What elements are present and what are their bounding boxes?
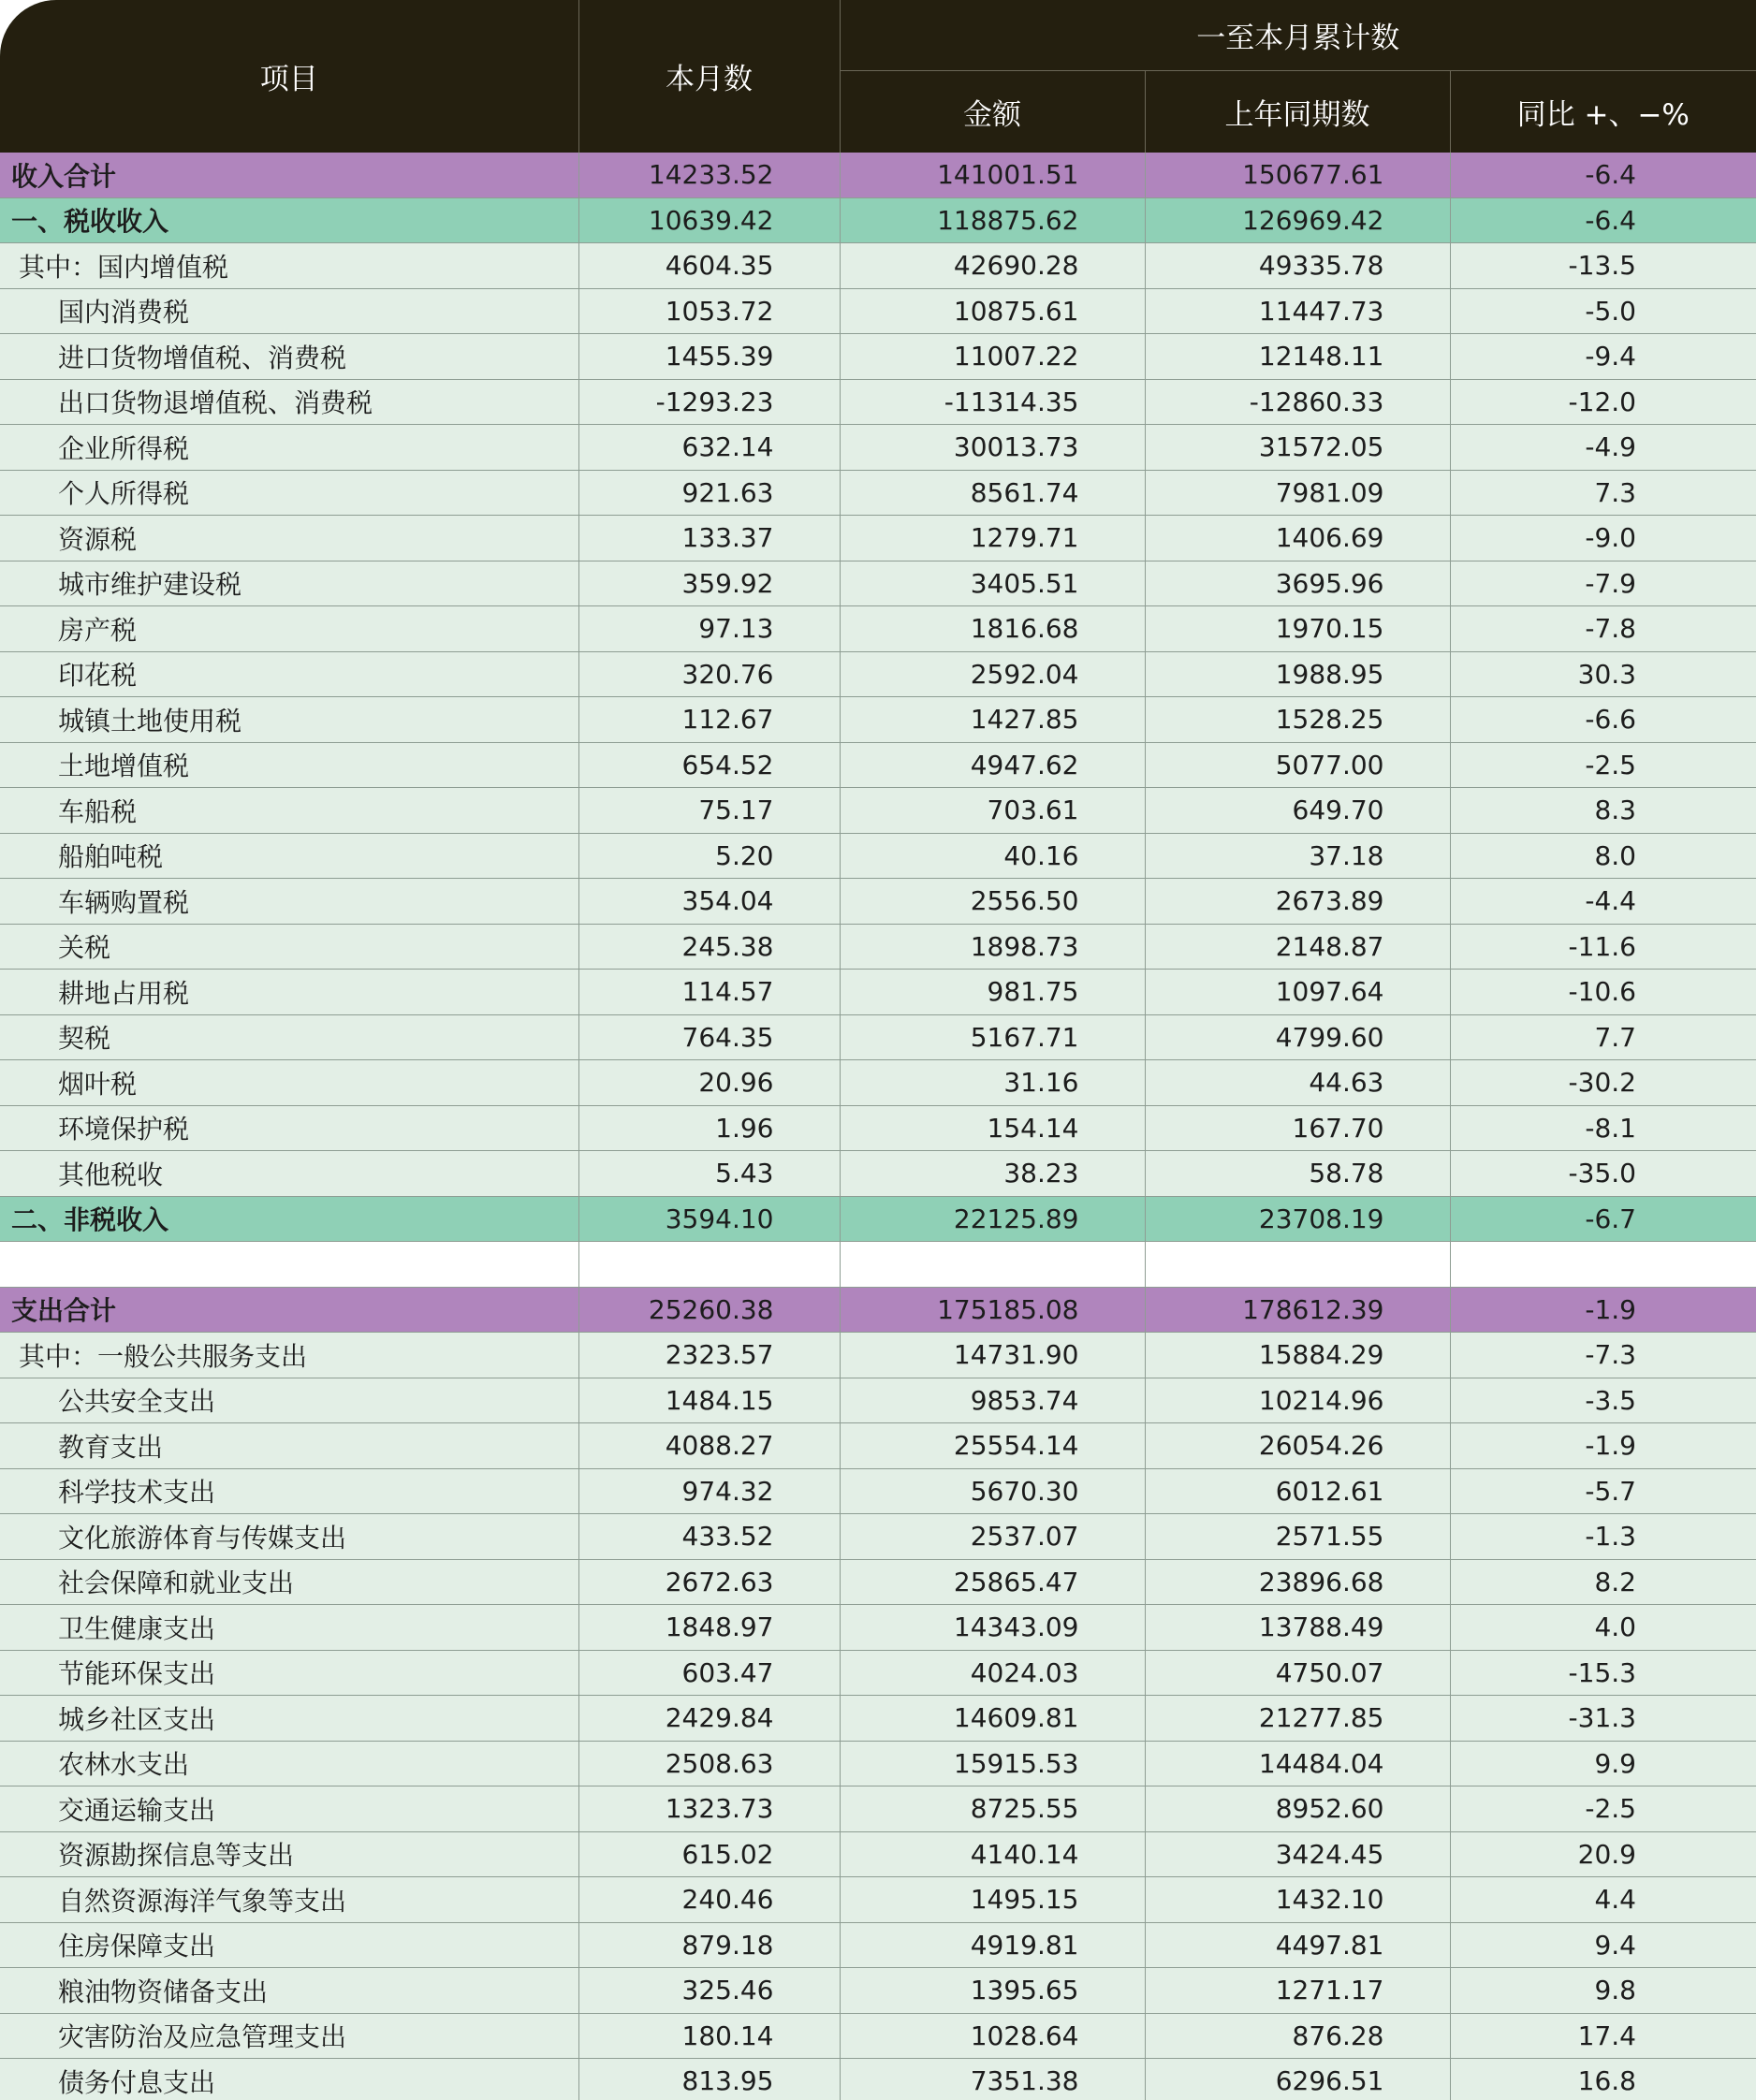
row-label: 住房保障支出 [0,1922,578,1968]
yoy-change-value: 8.2 [1450,1559,1756,1605]
cumulative-amount-value: 14609.81 [840,1696,1145,1742]
table-row [0,742,1756,788]
yoy-change-value: 20.9 [1450,1831,1756,1877]
yoy-change-value: 16.8 [1450,2059,1756,2100]
table-row [0,1650,1756,1696]
row-label: 进口货物增值税、消费税 [0,334,578,380]
yoy-change-value: -2.5 [1450,1786,1756,1832]
row-label: 契税 [0,1014,578,1060]
row-label: 城市维护建设税 [0,561,578,606]
current-month-value: 97.13 [578,606,840,652]
current-month-value: 1053.72 [578,288,840,334]
table-row [0,1060,1756,1106]
row-label: 印花税 [0,651,578,697]
row-label: 关税 [0,924,578,970]
yoy-change-value: 9.4 [1450,1922,1756,1968]
row-label: 船舶吨税 [0,833,578,879]
header-cumulative: 一至本月累计数 [840,0,1756,71]
table-row [0,1378,1756,1423]
yoy-change-value: -6.4 [1450,197,1756,243]
row-label: 烟叶税 [0,1060,578,1106]
table-row [0,1831,1756,1877]
current-month-value: 632.14 [578,425,840,471]
row-label: 个人所得税 [0,470,578,516]
table-row [0,425,1756,471]
yoy-change-value: 7.7 [1450,1014,1756,1060]
header-current-month: 本月数 [578,0,840,153]
cumulative-amount-value: 11007.22 [840,334,1145,380]
row-label: 卫生健康支出 [0,1605,578,1651]
cumulative-amount-value: 5670.30 [840,1468,1145,1514]
cumulative-amount-value: 22125.89 [840,1196,1145,1242]
current-month-value: 879.18 [578,1922,840,1968]
last-year-value: 1432.10 [1145,1877,1450,1923]
cumulative-amount-value: 703.61 [840,788,1145,834]
last-year-value: 1097.64 [1145,970,1450,1015]
yoy-change-value: 4.0 [1450,1605,1756,1651]
last-year-value: 4750.07 [1145,1650,1450,1696]
last-year-value: 3424.45 [1145,1831,1450,1877]
cumulative-amount-value: 1495.15 [840,1877,1145,1923]
yoy-change-value: -35.0 [1450,1151,1756,1197]
current-month-value: 2508.63 [578,1741,840,1786]
header-item: 项目 [0,0,578,153]
table-row [0,334,1756,380]
row-label: 土地增值税 [0,742,578,788]
current-month-value: 114.57 [578,970,840,1015]
cumulative-amount-value: 5167.71 [840,1014,1145,1060]
yoy-change-value: -5.0 [1450,288,1756,334]
current-month-value: 354.04 [578,879,840,925]
row-label: 教育支出 [0,1423,578,1469]
row-label: 出口货物退增值税、消费税 [0,379,578,425]
table-row [0,1105,1756,1151]
yoy-change-value: -11.6 [1450,924,1756,970]
cumulative-amount-value: 15915.53 [840,1741,1145,1786]
table-row [0,379,1756,425]
current-month-value: 5.20 [578,833,840,879]
row-label: 二、非税收入 [0,1196,578,1242]
cumulative-amount-value: 1395.65 [840,1968,1145,2014]
current-month-value: 1455.39 [578,334,840,380]
cumulative-amount-value: 38.23 [840,1151,1145,1197]
row-label: 房产税 [0,606,578,652]
last-year-value: 1970.15 [1145,606,1450,652]
current-month-value: 359.92 [578,561,840,606]
current-month-value: 2672.63 [578,1559,840,1605]
current-month-value: 4604.35 [578,243,840,289]
yoy-change-value: -8.1 [1450,1105,1756,1151]
current-month-value: 433.52 [578,1514,840,1560]
table-row [0,1559,1756,1605]
cumulative-amount-value: 14343.09 [840,1605,1145,1651]
yoy-change-value: -5.7 [1450,1468,1756,1514]
last-year-value: 167.70 [1145,1105,1450,1151]
row-label: 节能环保支出 [0,1650,578,1696]
cumulative-amount-value: 2592.04 [840,651,1145,697]
table-row [0,1514,1756,1560]
table-row [0,2013,1756,2059]
last-year-value: 49335.78 [1145,243,1450,289]
row-label: 农林水支出 [0,1741,578,1786]
table-row [0,1333,1756,1378]
yoy-change-value: -1.9 [1450,1287,1756,1333]
yoy-change-value: -2.5 [1450,742,1756,788]
table-row [0,788,1756,834]
yoy-change-value: -7.3 [1450,1333,1756,1378]
yoy-change-value: -31.3 [1450,1696,1756,1742]
table-row [0,1423,1756,1469]
yoy-change-value: -3.5 [1450,1378,1756,1423]
yoy-change-value: -30.2 [1450,1060,1756,1106]
last-year-value: 23896.68 [1145,1559,1450,1605]
current-month-value: 5.43 [578,1151,840,1197]
table-row [0,1151,1756,1197]
current-month-value: 75.17 [578,788,840,834]
last-year-value: 4799.60 [1145,1014,1450,1060]
last-year-value: 37.18 [1145,833,1450,879]
current-month-value: 325.46 [578,1968,840,2014]
yoy-change-value: -6.7 [1450,1196,1756,1242]
current-month-value: 813.95 [578,2059,840,2100]
cumulative-amount-value: 25865.47 [840,1559,1145,1605]
row-label: 自然资源海洋气象等支出 [0,1877,578,1923]
header-last-year: 上年同期数 [1145,71,1450,153]
header-amount: 金额 [840,71,1145,153]
current-month-value: 615.02 [578,1831,840,1877]
cumulative-amount-value: 30013.73 [840,425,1145,471]
table-row [0,833,1756,879]
cumulative-amount-value: 1427.85 [840,697,1145,743]
current-month-value: 1.96 [578,1105,840,1151]
table-row [0,516,1756,561]
table-row [0,1605,1756,1651]
yoy-change-value: 7.3 [1450,470,1756,516]
last-year-value: 10214.96 [1145,1378,1450,1423]
last-year-value: 3695.96 [1145,561,1450,606]
last-year-value: 2571.55 [1145,1514,1450,1560]
row-label: 城镇土地使用税 [0,697,578,743]
table-row [0,1468,1756,1514]
row-label: 一、税收收入 [0,197,578,243]
yoy-change-value: -12.0 [1450,379,1756,425]
row-label: 其他税收 [0,1151,578,1197]
cumulative-amount-value: 981.75 [840,970,1145,1015]
last-year-value: 876.28 [1145,2013,1450,2059]
yoy-change-value: 8.3 [1450,788,1756,834]
table-row [0,606,1756,652]
last-year-value: 5077.00 [1145,742,1450,788]
last-year-value: 6012.61 [1145,1468,1450,1514]
current-month-value: 921.63 [578,470,840,516]
last-year-value: 1988.95 [1145,651,1450,697]
last-year-value: 150677.61 [1145,153,1450,197]
yoy-change-value: 30.3 [1450,651,1756,697]
current-month-value: 320.76 [578,651,840,697]
yoy-change-value: -9.0 [1450,516,1756,561]
cumulative-amount-value: 7351.38 [840,2059,1145,2100]
row-label: 企业所得税 [0,425,578,471]
yoy-change-value: -1.9 [1450,1423,1756,1469]
last-year-value: 21277.85 [1145,1696,1450,1742]
cumulative-amount-value: 4947.62 [840,742,1145,788]
table-row [0,1786,1756,1832]
last-year-value [1145,1242,1450,1288]
last-year-value: 26054.26 [1145,1423,1450,1469]
total-row [0,1287,1756,1333]
table-header [0,0,1756,153]
spacer-row [0,1242,1756,1288]
total-row [0,153,1756,197]
row-label: 其中：一般公共服务支出 [0,1333,578,1378]
yoy-change-value: -4.9 [1450,425,1756,471]
yoy-change-value: -7.8 [1450,606,1756,652]
last-year-value: 58.78 [1145,1151,1450,1197]
last-year-value: 2673.89 [1145,879,1450,925]
last-year-value: 44.63 [1145,1060,1450,1106]
row-label: 债务付息支出 [0,2059,578,2100]
last-year-value: 178612.39 [1145,1287,1450,1333]
table-row [0,697,1756,743]
cumulative-amount-value: 8561.74 [840,470,1145,516]
cumulative-amount-value: 2556.50 [840,879,1145,925]
row-label: 文化旅游体育与传媒支出 [0,1514,578,1560]
current-month-value: 1484.15 [578,1378,840,1423]
current-month-value: 974.32 [578,1468,840,1514]
section-row [0,197,1756,243]
cumulative-amount-value: 25554.14 [840,1423,1145,1469]
row-label: 资源税 [0,516,578,561]
last-year-value: 1528.25 [1145,697,1450,743]
row-label: 社会保障和就业支出 [0,1559,578,1605]
current-month-value: 112.67 [578,697,840,743]
yoy-change-value: -13.5 [1450,243,1756,289]
last-year-value: 31572.05 [1145,425,1450,471]
yoy-change-value: -6.4 [1450,153,1756,197]
table-row [0,2059,1756,2100]
row-label: 其中：国内增值税 [0,243,578,289]
table-row [0,1014,1756,1060]
cumulative-amount-value: 2537.07 [840,1514,1145,1560]
row-label: 科学技术支出 [0,1468,578,1514]
current-month-value: 14233.52 [578,153,840,197]
table-row [0,1877,1756,1923]
current-month-value [578,1242,840,1288]
last-year-value: 1406.69 [1145,516,1450,561]
cumulative-amount-value: 4024.03 [840,1650,1145,1696]
row-label: 车辆购置税 [0,879,578,925]
cumulative-amount-value: -11314.35 [840,379,1145,425]
table-row [0,288,1756,334]
current-month-value: 1323.73 [578,1786,840,1832]
cumulative-amount-value: 141001.51 [840,153,1145,197]
current-month-value: 133.37 [578,516,840,561]
row-label: 城乡社区支出 [0,1696,578,1742]
last-year-value: 6296.51 [1145,2059,1450,2100]
last-year-value: 12148.11 [1145,334,1450,380]
cumulative-amount-value: 1816.68 [840,606,1145,652]
yoy-change-value [1450,1242,1756,1288]
yoy-change-value: 8.0 [1450,833,1756,879]
row-label: 环境保护税 [0,1105,578,1151]
row-label: 资源勘探信息等支出 [0,1831,578,1877]
row-label: 公共安全支出 [0,1378,578,1423]
yoy-change-value: -4.4 [1450,879,1756,925]
yoy-change-value: -1.3 [1450,1514,1756,1560]
yoy-change-value: 4.4 [1450,1877,1756,1923]
last-year-value: 126969.42 [1145,197,1450,243]
current-month-value: 20.96 [578,1060,840,1106]
yoy-change-value: 9.9 [1450,1741,1756,1786]
table-body [0,153,1756,2100]
table-row [0,561,1756,606]
table-row [0,1741,1756,1786]
cumulative-amount-value: 8725.55 [840,1786,1145,1832]
last-year-value: -12860.33 [1145,379,1450,425]
last-year-value: 23708.19 [1145,1196,1450,1242]
last-year-value: 7981.09 [1145,470,1450,516]
current-month-value: 10639.42 [578,197,840,243]
cumulative-amount-value: 42690.28 [840,243,1145,289]
current-month-value: 654.52 [578,742,840,788]
last-year-value: 649.70 [1145,788,1450,834]
row-label: 交通运输支出 [0,1786,578,1832]
table-row [0,651,1756,697]
cumulative-amount-value [840,1242,1145,1288]
row-label [0,1242,578,1288]
table-row [0,470,1756,516]
cumulative-amount-value: 1279.71 [840,516,1145,561]
cumulative-amount-value: 4919.81 [840,1922,1145,1968]
cumulative-amount-value: 118875.62 [840,197,1145,243]
table-row [0,924,1756,970]
row-label: 收入合计 [0,153,578,197]
cumulative-amount-value: 10875.61 [840,288,1145,334]
table-row [0,1696,1756,1742]
current-month-value: 180.14 [578,2013,840,2059]
current-month-value: 240.46 [578,1877,840,1923]
current-month-value: 764.35 [578,1014,840,1060]
cumulative-amount-value: 4140.14 [840,1831,1145,1877]
table-row [0,1922,1756,1968]
cumulative-amount-value: 175185.08 [840,1287,1145,1333]
current-month-value: 2323.57 [578,1333,840,1378]
last-year-value: 11447.73 [1145,288,1450,334]
row-label: 灾害防治及应急管理支出 [0,2013,578,2059]
current-month-value: 3594.10 [578,1196,840,1242]
yoy-change-value: 9.8 [1450,1968,1756,2014]
cumulative-amount-value: 154.14 [840,1105,1145,1151]
yoy-change-value: -15.3 [1450,1650,1756,1696]
current-month-value: 4088.27 [578,1423,840,1469]
last-year-value: 1271.17 [1145,1968,1450,2014]
current-month-value: 25260.38 [578,1287,840,1333]
last-year-value: 2148.87 [1145,924,1450,970]
cumulative-amount-value: 1028.64 [840,2013,1145,2059]
last-year-value: 8952.60 [1145,1786,1450,1832]
row-label: 粮油物资储备支出 [0,1968,578,2014]
cumulative-amount-value: 3405.51 [840,561,1145,606]
current-month-value: 2429.84 [578,1696,840,1742]
row-label: 国内消费税 [0,288,578,334]
current-month-value: 245.38 [578,924,840,970]
yoy-change-value: -10.6 [1450,970,1756,1015]
row-label: 车船税 [0,788,578,834]
current-month-value: 603.47 [578,1650,840,1696]
cumulative-amount-value: 14731.90 [840,1333,1145,1378]
last-year-value: 4497.81 [1145,1922,1450,1968]
row-label: 耕地占用税 [0,970,578,1015]
row-label: 支出合计 [0,1287,578,1333]
current-month-value: 1848.97 [578,1605,840,1651]
last-year-value: 15884.29 [1145,1333,1450,1378]
yoy-change-value: -6.6 [1450,697,1756,743]
section-row [0,1196,1756,1242]
cumulative-amount-value: 40.16 [840,833,1145,879]
last-year-value: 14484.04 [1145,1741,1450,1786]
cumulative-amount-value: 31.16 [840,1060,1145,1106]
yoy-change-value: -9.4 [1450,334,1756,380]
table-row [0,1968,1756,2014]
last-year-value: 13788.49 [1145,1605,1450,1651]
cumulative-amount-value: 9853.74 [840,1378,1145,1423]
table-row [0,243,1756,289]
header-yoy: 同比 +、−% [1450,71,1756,153]
table-row [0,970,1756,1015]
yoy-change-value: 17.4 [1450,2013,1756,2059]
yoy-change-value: -7.9 [1450,561,1756,606]
current-month-value: -1293.23 [578,379,840,425]
table-row [0,879,1756,925]
cumulative-amount-value: 1898.73 [840,924,1145,970]
